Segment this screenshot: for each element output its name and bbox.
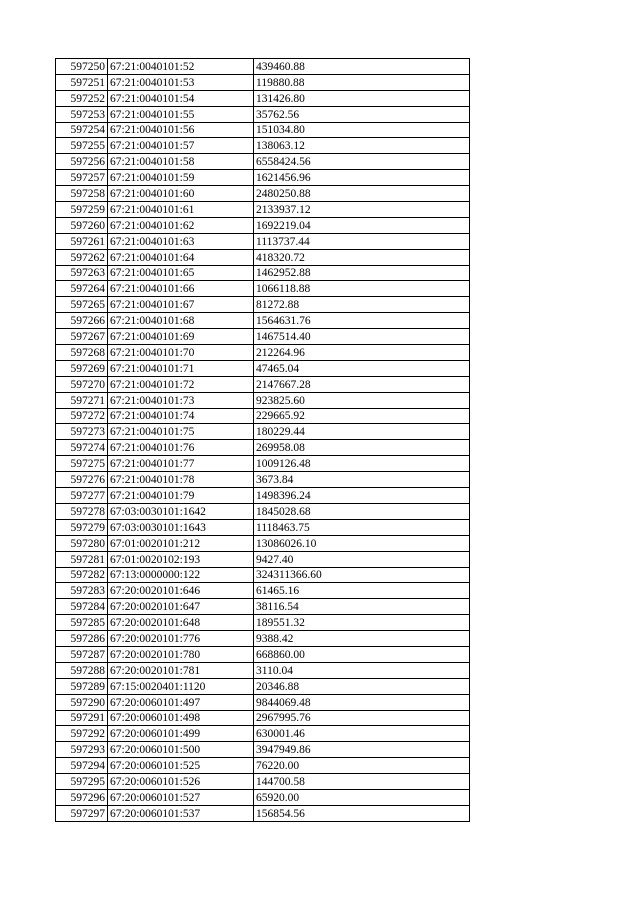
table-row [56, 392, 470, 408]
amount-cell: 47465.04 [254, 360, 470, 376]
row-number-cell: 597250 [56, 59, 108, 75]
row-number-cell: 597258 [56, 186, 108, 202]
table-row [56, 758, 470, 774]
table-row [56, 122, 470, 138]
amount-cell: 439460.88 [254, 59, 470, 75]
cadastral-number-cell: 67:21:0040101:66 [108, 281, 254, 297]
row-number-cell: 597290 [56, 694, 108, 710]
table-row [56, 503, 470, 519]
row-number-cell: 597280 [56, 535, 108, 551]
amount-cell: 65920.00 [254, 789, 470, 805]
table-row [56, 488, 470, 504]
table-row [56, 774, 470, 790]
cadastral-number-cell: 67:21:0040101:55 [108, 106, 254, 122]
amount-cell: 144700.58 [254, 774, 470, 790]
table-row [56, 726, 470, 742]
cadastral-number-cell: 67:20:0060101:526 [108, 774, 254, 790]
cadastral-number-cell: 67:20:0060101:525 [108, 758, 254, 774]
row-number-cell: 597268 [56, 345, 108, 361]
cadastral-number-cell: 67:21:0040101:75 [108, 424, 254, 440]
row-number-cell: 597266 [56, 313, 108, 329]
amount-cell: 2133937.12 [254, 202, 470, 218]
row-number-cell: 597255 [56, 138, 108, 154]
cadastral-number-cell: 67:03:0030101:1643 [108, 519, 254, 535]
table-row [56, 789, 470, 805]
amount-cell: 131426.80 [254, 90, 470, 106]
table-row [56, 662, 470, 678]
cadastral-number-cell: 67:21:0040101:62 [108, 217, 254, 233]
cadastral-number-cell: 67:20:0020101:780 [108, 646, 254, 662]
table-row [56, 631, 470, 647]
cadastral-number-cell: 67:21:0040101:70 [108, 345, 254, 361]
table-row [56, 186, 470, 202]
amount-cell: 1564631.76 [254, 313, 470, 329]
cadastral-number-cell: 67:21:0040101:71 [108, 360, 254, 376]
amount-cell: 2480250.88 [254, 186, 470, 202]
amount-cell: 9844069.48 [254, 694, 470, 710]
amount-cell: 13086026.10 [254, 535, 470, 551]
amount-cell: 3947949.86 [254, 742, 470, 758]
table-row [56, 217, 470, 233]
cadastral-number-cell: 67:21:0040101:64 [108, 249, 254, 265]
cadastral-number-cell: 67:20:0020101:648 [108, 615, 254, 631]
cadastral-number-cell: 67:21:0040101:79 [108, 488, 254, 504]
cadastral-number-cell: 67:21:0040101:53 [108, 74, 254, 90]
cadastral-number-cell: 67:20:0020101:646 [108, 583, 254, 599]
cadastral-number-cell: 67:20:0060101:537 [108, 805, 254, 821]
row-number-cell: 597256 [56, 154, 108, 170]
row-number-cell: 597295 [56, 774, 108, 790]
table-row [56, 805, 470, 821]
amount-cell: 1462952.88 [254, 265, 470, 281]
amount-cell: 189551.32 [254, 615, 470, 631]
amount-cell: 3673.84 [254, 472, 470, 488]
table-row [56, 360, 470, 376]
cadastral-number-cell: 67:20:0060101:527 [108, 789, 254, 805]
row-number-cell: 597254 [56, 122, 108, 138]
amount-cell: 1498396.24 [254, 488, 470, 504]
cadastral-number-cell: 67:21:0040101:69 [108, 329, 254, 345]
cadastral-number-cell: 67:20:0020101:781 [108, 662, 254, 678]
amount-cell: 180229.44 [254, 424, 470, 440]
row-number-cell: 597288 [56, 662, 108, 678]
row-number-cell: 597287 [56, 646, 108, 662]
cadastral-number-cell: 67:21:0040101:72 [108, 376, 254, 392]
row-number-cell: 597263 [56, 265, 108, 281]
row-number-cell: 597251 [56, 74, 108, 90]
amount-cell: 1113737.44 [254, 233, 470, 249]
cadastral-number-cell: 67:03:0030101:1642 [108, 503, 254, 519]
cadastral-number-cell: 67:21:0040101:59 [108, 170, 254, 186]
amount-cell: 76220.00 [254, 758, 470, 774]
cadastral-number-cell: 67:21:0040101:61 [108, 202, 254, 218]
row-number-cell: 597293 [56, 742, 108, 758]
table-row [56, 202, 470, 218]
table-row [56, 742, 470, 758]
row-number-cell: 597281 [56, 551, 108, 567]
amount-cell: 119880.88 [254, 74, 470, 90]
row-number-cell: 597276 [56, 472, 108, 488]
cadastral-number-cell: 67:13:0000000:122 [108, 567, 254, 583]
table-row [56, 408, 470, 424]
cadastral-number-cell: 67:21:0040101:76 [108, 440, 254, 456]
table-row [56, 615, 470, 631]
row-number-cell: 597270 [56, 376, 108, 392]
cadastral-number-cell: 67:21:0040101:60 [108, 186, 254, 202]
amount-cell: 138063.12 [254, 138, 470, 154]
cadastral-number-cell: 67:21:0040101:52 [108, 59, 254, 75]
cadastral-number-cell: 67:20:0060101:498 [108, 710, 254, 726]
cadastral-number-cell: 67:20:0020101:647 [108, 599, 254, 615]
amount-cell: 38116.54 [254, 599, 470, 615]
row-number-cell: 597279 [56, 519, 108, 535]
amount-cell: 1009126.48 [254, 456, 470, 472]
row-number-cell: 597273 [56, 424, 108, 440]
cadastral-number-cell: 67:21:0040101:78 [108, 472, 254, 488]
cadastral-number-cell: 67:21:0040101:74 [108, 408, 254, 424]
table-row [56, 59, 470, 75]
table-row [56, 710, 470, 726]
cadastral-number-cell: 67:21:0040101:57 [108, 138, 254, 154]
table-body [56, 59, 470, 822]
amount-cell: 212264.96 [254, 345, 470, 361]
cadastral-number-cell: 67:21:0040101:77 [108, 456, 254, 472]
row-number-cell: 597264 [56, 281, 108, 297]
table-row [56, 599, 470, 615]
row-number-cell: 597274 [56, 440, 108, 456]
cadastral-number-cell: 67:21:0040101:67 [108, 297, 254, 313]
row-number-cell: 597272 [56, 408, 108, 424]
table-row [56, 74, 470, 90]
table-row [56, 233, 470, 249]
table-row [56, 154, 470, 170]
row-number-cell: 597275 [56, 456, 108, 472]
row-number-cell: 597277 [56, 488, 108, 504]
row-number-cell: 597253 [56, 106, 108, 122]
amount-cell: 1845028.68 [254, 503, 470, 519]
amount-cell: 61465.16 [254, 583, 470, 599]
table-row [56, 535, 470, 551]
table-row [56, 297, 470, 313]
table-row [56, 329, 470, 345]
row-number-cell: 597291 [56, 710, 108, 726]
row-number-cell: 597269 [56, 360, 108, 376]
amount-cell: 1066118.88 [254, 281, 470, 297]
row-number-cell: 597260 [56, 217, 108, 233]
row-number-cell: 597259 [56, 202, 108, 218]
table-row [56, 424, 470, 440]
amount-cell: 1621456.96 [254, 170, 470, 186]
table-row [56, 440, 470, 456]
amount-cell: 1692219.04 [254, 217, 470, 233]
amount-cell: 156854.56 [254, 805, 470, 821]
cadastral-number-cell: 67:21:0040101:54 [108, 90, 254, 106]
amount-cell: 151034.80 [254, 122, 470, 138]
cadastral-number-cell: 67:01:0020102:193 [108, 551, 254, 567]
row-number-cell: 597265 [56, 297, 108, 313]
table-row [56, 90, 470, 106]
table-row [56, 678, 470, 694]
row-number-cell: 597262 [56, 249, 108, 265]
amount-cell: 35762.56 [254, 106, 470, 122]
table-row [56, 249, 470, 265]
table-row [56, 345, 470, 361]
amount-cell: 2147667.28 [254, 376, 470, 392]
row-number-cell: 597267 [56, 329, 108, 345]
row-number-cell: 597294 [56, 758, 108, 774]
row-number-cell: 597286 [56, 631, 108, 647]
data-table [55, 58, 470, 822]
amount-cell: 630001.46 [254, 726, 470, 742]
table-row [56, 646, 470, 662]
row-number-cell: 597284 [56, 599, 108, 615]
amount-cell: 324311366.60 [254, 567, 470, 583]
cadastral-number-cell: 67:20:0060101:497 [108, 694, 254, 710]
row-number-cell: 597261 [56, 233, 108, 249]
amount-cell: 668860.00 [254, 646, 470, 662]
table-row [56, 567, 470, 583]
cadastral-number-cell: 67:21:0040101:68 [108, 313, 254, 329]
cadastral-number-cell: 67:21:0040101:58 [108, 154, 254, 170]
row-number-cell: 597289 [56, 678, 108, 694]
amount-cell: 2967995.76 [254, 710, 470, 726]
amount-cell: 6558424.56 [254, 154, 470, 170]
row-number-cell: 597292 [56, 726, 108, 742]
row-number-cell: 597252 [56, 90, 108, 106]
row-number-cell: 597282 [56, 567, 108, 583]
table-row [56, 551, 470, 567]
table-row [56, 456, 470, 472]
table-row [56, 472, 470, 488]
amount-cell: 923825.60 [254, 392, 470, 408]
row-number-cell: 597283 [56, 583, 108, 599]
cadastral-number-cell: 67:20:0020101:776 [108, 631, 254, 647]
amount-cell: 20346.88 [254, 678, 470, 694]
table-row [56, 106, 470, 122]
amount-cell: 3110.04 [254, 662, 470, 678]
table-row [56, 265, 470, 281]
table-row [56, 138, 470, 154]
cadastral-number-cell: 67:01:0020101:212 [108, 535, 254, 551]
table-row [56, 376, 470, 392]
table-row [56, 694, 470, 710]
table-row [56, 170, 470, 186]
row-number-cell: 597271 [56, 392, 108, 408]
cadastral-number-cell: 67:15:0020401:1120 [108, 678, 254, 694]
cadastral-number-cell: 67:21:0040101:56 [108, 122, 254, 138]
cadastral-number-cell: 67:21:0040101:65 [108, 265, 254, 281]
row-number-cell: 597257 [56, 170, 108, 186]
table-row [56, 281, 470, 297]
amount-cell: 1467514.40 [254, 329, 470, 345]
amount-cell: 229665.92 [254, 408, 470, 424]
amount-cell: 1118463.75 [254, 519, 470, 535]
row-number-cell: 597285 [56, 615, 108, 631]
amount-cell: 418320.72 [254, 249, 470, 265]
table-row [56, 313, 470, 329]
cadastral-number-cell: 67:20:0060101:499 [108, 726, 254, 742]
table-row [56, 519, 470, 535]
row-number-cell: 597296 [56, 789, 108, 805]
cadastral-number-cell: 67:21:0040101:73 [108, 392, 254, 408]
amount-cell: 269958.08 [254, 440, 470, 456]
row-number-cell: 597297 [56, 805, 108, 821]
amount-cell: 81272.88 [254, 297, 470, 313]
table-row [56, 583, 470, 599]
row-number-cell: 597278 [56, 503, 108, 519]
amount-cell: 9427.40 [254, 551, 470, 567]
cadastral-number-cell: 67:21:0040101:63 [108, 233, 254, 249]
amount-cell: 9388.42 [254, 631, 470, 647]
cadastral-number-cell: 67:20:0060101:500 [108, 742, 254, 758]
